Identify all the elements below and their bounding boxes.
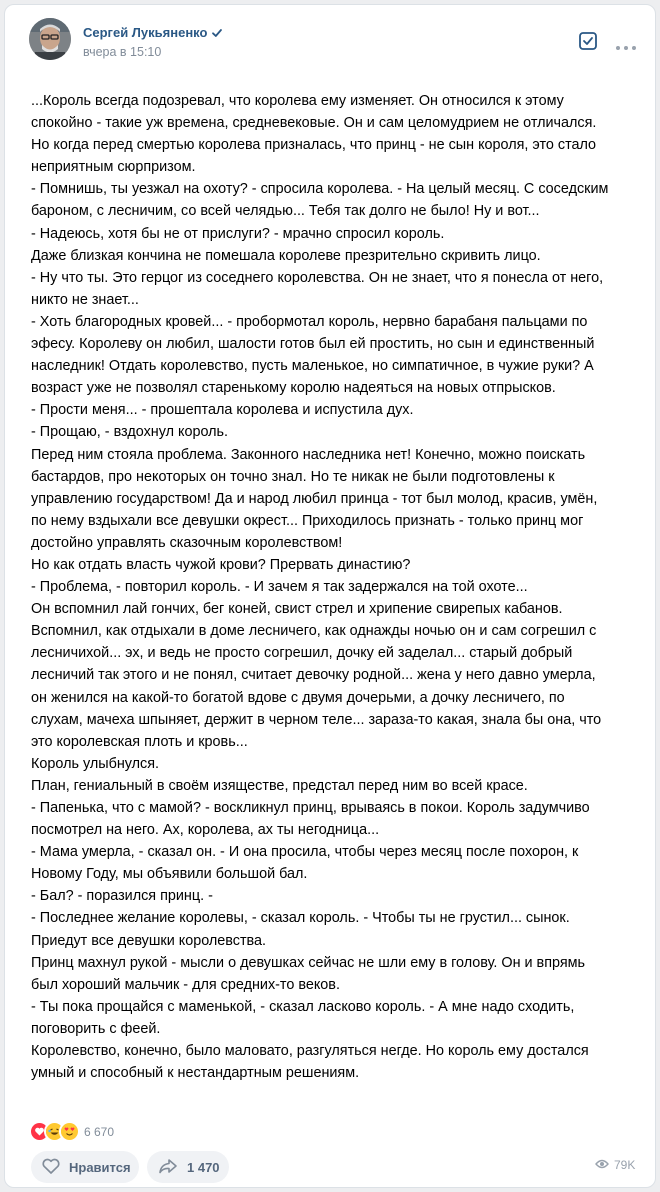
- post-text-line: - Папенька, что с мамой? - воскликнул принц, врываясь в покои. Король задумчиво: [31, 800, 590, 816]
- like-label: Нравится: [69, 1159, 131, 1175]
- post-text-line: слухам, мачеха шпыняет, держит в черном теле... зараза-то какая, знала бы она, что: [31, 711, 602, 728]
- post-text-line: - Последнее желание королевы, - сказал король. - Чтобы ты не грустил... сынок.: [31, 910, 570, 927]
- post-text-line: Даже близкая кончина не помешала королеве презрительно скривить лицо.: [31, 247, 541, 264]
- post-text-line: - Проблема, - повторил король. - И зачем я так задержался на той охоте...: [31, 579, 528, 596]
- post-text-line: Король улыбнулся.: [31, 755, 160, 772]
- post-text-line: - Ну что ты. Это герцог из соседнего королевства. Он не знает, что я понесла от него,: [31, 269, 604, 286]
- post-text-line: - Хоть благородных кровей... - пробормотал король, нервно барабаня пальцами по: [31, 313, 588, 330]
- post-text-line: управлению государством! Да и народ любил принца - тот был молод, красив, умён,: [31, 490, 598, 507]
- post-text-line: бастардов, про некоторых он точно знал. Но те никак не были подготовлены к: [31, 468, 555, 485]
- share-button[interactable]: [147, 1151, 229, 1183]
- post-text-line: бароном, с лесничим, со всей челядью... Тебя так долго не было! Ну и вот...: [31, 203, 540, 220]
- post-text-line: достойно управлять сказочным королевством!: [31, 534, 343, 551]
- like-button[interactable]: [31, 1151, 139, 1183]
- post-text-line: возраст уже не позволял старенькому королю надеяться на новых отпрысков.: [31, 380, 556, 397]
- post-text-line: Принц махнул рукой - мысли о девушках сейчас не шли ему в голову. Он и впрямь: [31, 954, 586, 971]
- reactions-summary[interactable]: [29, 1121, 114, 1142]
- post-card: [4, 4, 656, 1188]
- post-text-line: - Бал? - поразился принц. -: [31, 888, 213, 905]
- post-text-line: поговорить с феей.: [31, 1020, 161, 1037]
- post-text-line: умный и способный к нестандартным решениям.: [31, 1065, 360, 1082]
- share-arrow-icon: [157, 1157, 179, 1178]
- eye-icon: [595, 1158, 609, 1172]
- avatar[interactable]: [29, 18, 71, 60]
- post-text-line: Королевство, конечно, было маловато, разгуляться негде. Но король ему достался: [31, 1043, 589, 1060]
- post-text-line: лесничихой... эх, и ведь не просто согрешил, дочку ей заделал... старый добрый: [31, 645, 573, 662]
- post-text-line: был хороший мальчик - для средних-то веков.: [31, 976, 340, 993]
- post-text-line: - Помнишь, ты уезжал на охоту? - спросила королева. - На целый месяц. С соседским: [31, 181, 609, 198]
- views-count: 79K: [614, 1158, 636, 1172]
- post-text-line: ...Король всегда подозревал, что королева ему изменяет. Он относился к этому: [31, 93, 564, 109]
- post-text-line: Перед ним стояла проблема. Законного наследника нет! Конечно, можно поискать: [31, 446, 586, 463]
- author-name[interactable]: [83, 25, 223, 40]
- post-text-line: по нему вздыхали все девушки окрест... Приходилось признать - только принц мог: [31, 512, 584, 529]
- post-text-line: - Мама умерла, - сказал он. - И она просила, чтобы через месяц после похорон, к: [31, 844, 579, 861]
- share-count: 1 470: [187, 1159, 220, 1175]
- post-text-line: Но как отдать власть чужой крови? Прервать династию?: [31, 556, 411, 573]
- views-counter: [595, 1158, 635, 1172]
- post-text-line: Приедут все девушки королевства.: [31, 932, 267, 949]
- bookmark-check-icon[interactable]: [577, 30, 599, 52]
- post-text-line: лесничий так этого и не понял, считает девочку родной... жена у него давно умерла,: [31, 667, 596, 684]
- post-text-line: наследник! Отдать королевство, пусть маленькое, но симпатичное, в чужие руки? А: [31, 358, 594, 375]
- reactions-count: 6 670: [84, 1124, 115, 1139]
- more-dots-icon[interactable]: [614, 38, 638, 44]
- post-text-line: - Надеюсь, хотя бы не от прислуги? - мрачно спросил король.: [31, 225, 445, 242]
- post-text-line: - Ты пока прощайся с маменькой, - сказал ласково король. - А мне надо сходить,: [31, 998, 575, 1015]
- post-text-line: Новому Году, мы объявили большой бал.: [31, 866, 308, 883]
- post-text-line: План, гениальный в своём изяществе, предстал перед ним во всей красе.: [31, 777, 528, 794]
- heart-eyes-emoji-icon: [59, 1121, 80, 1142]
- post-text-line: посмотрел на него. Ах, королева, ах ты негодница...: [31, 822, 380, 839]
- post-text-line: эфесу. Королеву он любил, шалости готов был ей простить, но сын и единственный: [31, 336, 595, 353]
- post-text-line: Он вспомнил лай гончих, бег коней, свист стрел и хрипение свирепых кабанов.: [31, 601, 563, 618]
- post-text-line: неприятным сюрпризом.: [31, 159, 196, 176]
- post-text-line: это королевская плоть и кровь...: [31, 733, 248, 750]
- post-text-line: - Прости меня... - прошептала королева и испустила дух.: [31, 402, 414, 419]
- post-text-line: - Прощаю, - вздохнул король.: [31, 424, 229, 441]
- post-text: [31, 90, 643, 1084]
- author-name-text[interactable]: Сергей Лукьяненко: [83, 25, 208, 40]
- post-text-line: он женился на какой-то богатой вдове с двумя дочерьми, а дочку лесничего, по: [31, 689, 565, 706]
- post-time[interactable]: вчера в 15:10: [83, 45, 162, 59]
- heart-icon: [41, 1157, 61, 1178]
- post-text-line: Но когда перед смертью королева призналась, что принц - не сын короля, это стало: [31, 137, 597, 154]
- post-text-line: спокойно - такие уж времена, средневековые. Он и сам целомудрием не отличался.: [31, 115, 597, 132]
- verified-check-icon: [211, 27, 223, 39]
- post-text-line: Вспомнил, как отдыхали в доме лесничего, как однажды ночью он и сам согрешил с: [31, 623, 597, 640]
- post-text-line: никто не знает...: [31, 291, 139, 308]
